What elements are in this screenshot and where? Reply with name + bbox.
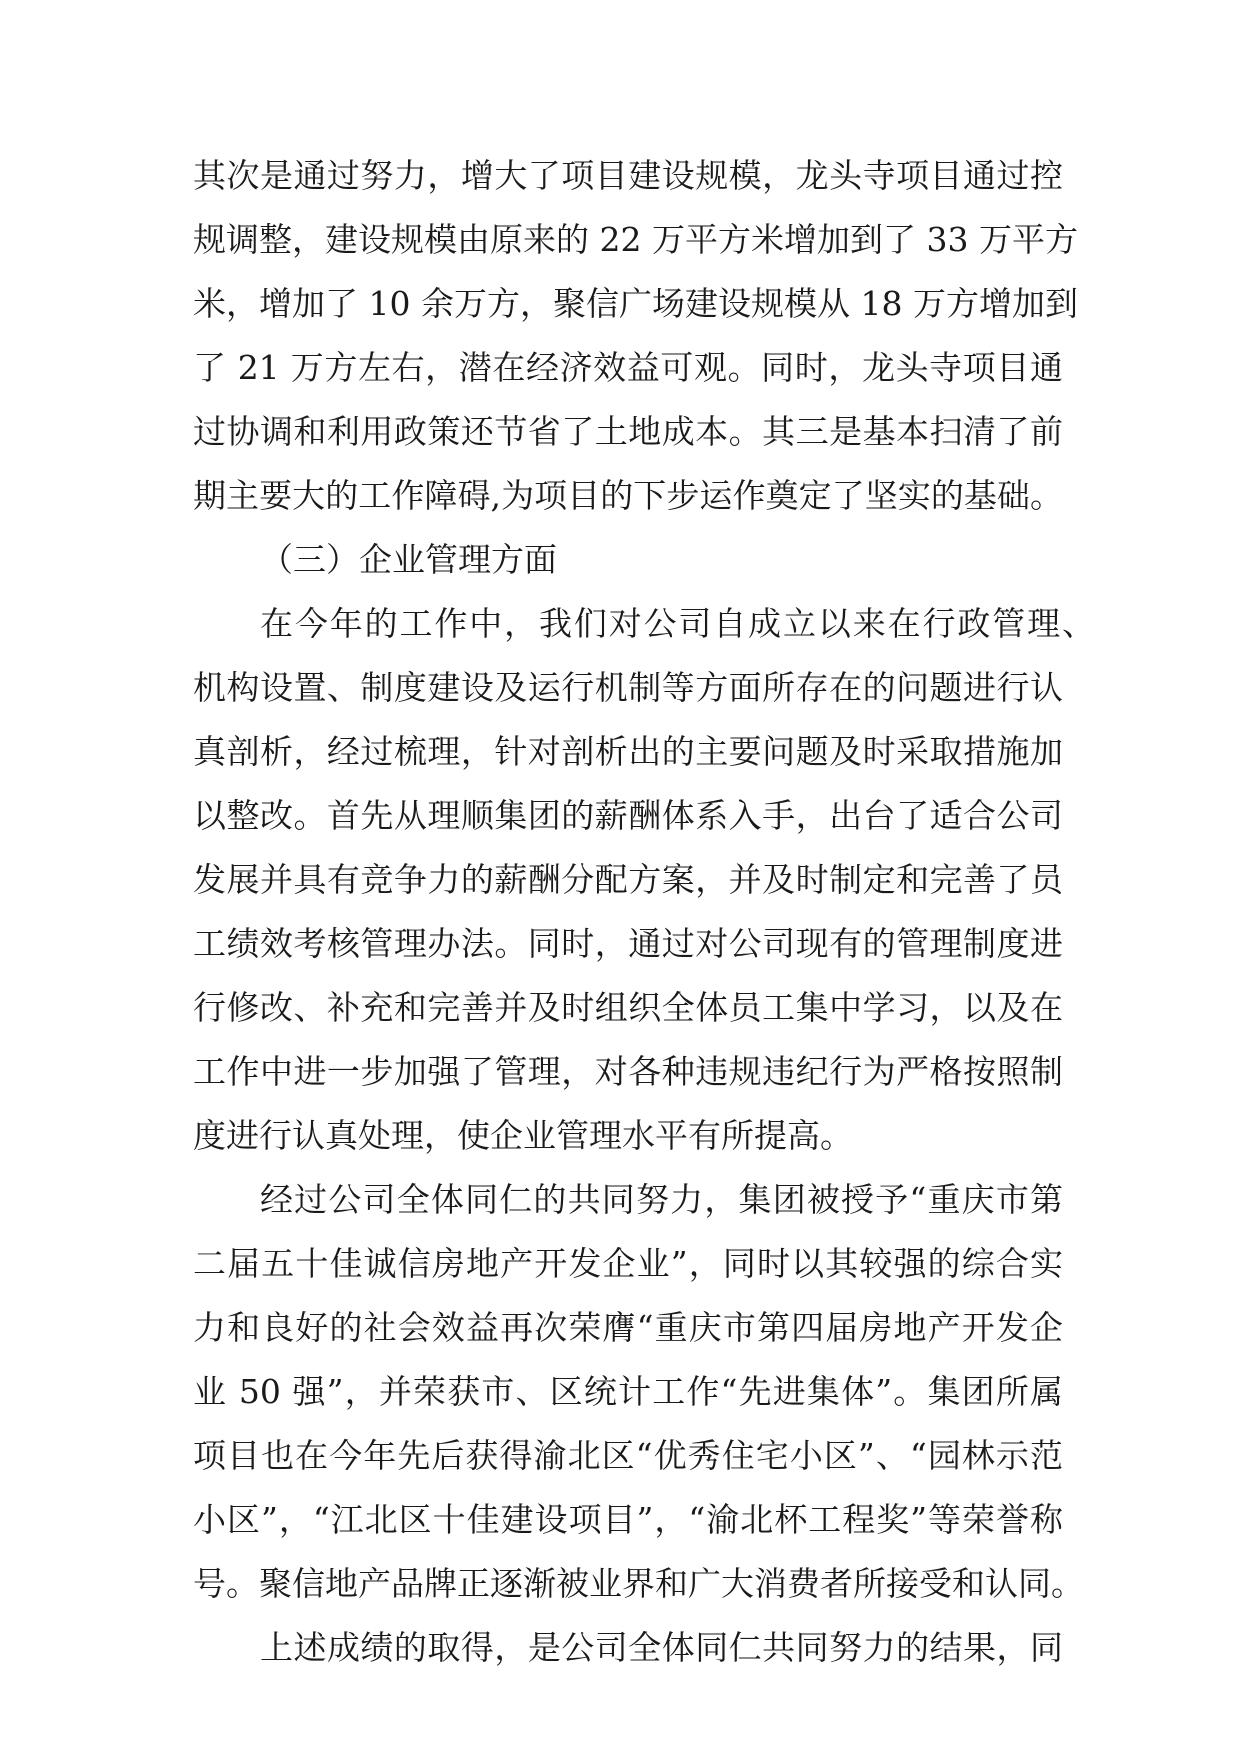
- text-line: 规调整，建设规模由原来的 22 万平方米增加到了 33 万平方: [193, 220, 1078, 259]
- text-line: 度进行认真处理，使企业管理水平有所提高。: [193, 1116, 853, 1155]
- paragraph-first-line: 经过公司全体同仁的共同努力，集团被授予“重庆市第: [260, 1180, 1063, 1219]
- text-line: 行修改、补充和完善并及时组织全体员工集中学习，以及在: [193, 988, 1063, 1027]
- text-line: 期主要大的工作障碍,为项目的下步运作奠定了坚实的基础。: [193, 476, 1063, 515]
- paragraph-first-line: 上述成绩的取得，是公司全体同仁共同努力的结果，同: [260, 1628, 1063, 1667]
- paragraph-first-line: 在今年的工作中，我们对公司自成立以来在行政管理、: [260, 604, 1095, 643]
- text-line: 过协调和利用政策还节省了土地成本。其三是基本扫清了前: [193, 412, 1063, 451]
- text-line: 号。聚信地产品牌正逐渐被业界和广大消费者所接受和认同。: [193, 1564, 1084, 1603]
- text-line: 项目也在今年先后获得渝北区“优秀住宅小区”、“园林示范: [193, 1436, 1063, 1475]
- text-line: 小区”，“江北区十佳建设项目”，“渝北杯工程奖”等荣誉称: [193, 1500, 1063, 1539]
- text-line: 以整改。首先从理顺集团的薪酬体系入手，出台了适合公司: [193, 796, 1063, 835]
- text-line: 业 50 强”，并荣获市、区统计工作“先进集体”。集团所属: [193, 1372, 1063, 1411]
- text-line: 二届五十佳诚信房地产开发企业”，同时以其较强的综合实: [193, 1244, 1063, 1283]
- text-line: 力和良好的社会效益再次荣膺“重庆市第四届房地产开发企: [193, 1308, 1063, 1347]
- text-line: 发展并具有竞争力的薪酬分配方案，并及时制定和完善了员: [193, 860, 1063, 899]
- text-line: 机构设置、制度建设及运行机制等方面所存在的问题进行认: [193, 668, 1063, 707]
- text-line: 其次是通过努力，增大了项目建设规模，龙头寺项目通过控: [193, 156, 1063, 195]
- text-line: 工作中进一步加强了管理，对各种违规违纪行为严格按照制: [193, 1052, 1063, 1091]
- text-line: 米，增加了 10 余万方，聚信广场建设规模从 18 万方增加到: [193, 284, 1078, 323]
- text-line: 了 21 万方左右，潜在经济效益可观。同时，龙头寺项目通: [193, 348, 1063, 387]
- section-heading: （三）企业管理方面: [260, 540, 557, 579]
- text-line: 工绩效考核管理办法。同时，通过对公司现有的管理制度进: [193, 924, 1063, 963]
- text-line: 真剖析，经过梳理，针对剖析出的主要问题及时采取措施加: [193, 732, 1063, 771]
